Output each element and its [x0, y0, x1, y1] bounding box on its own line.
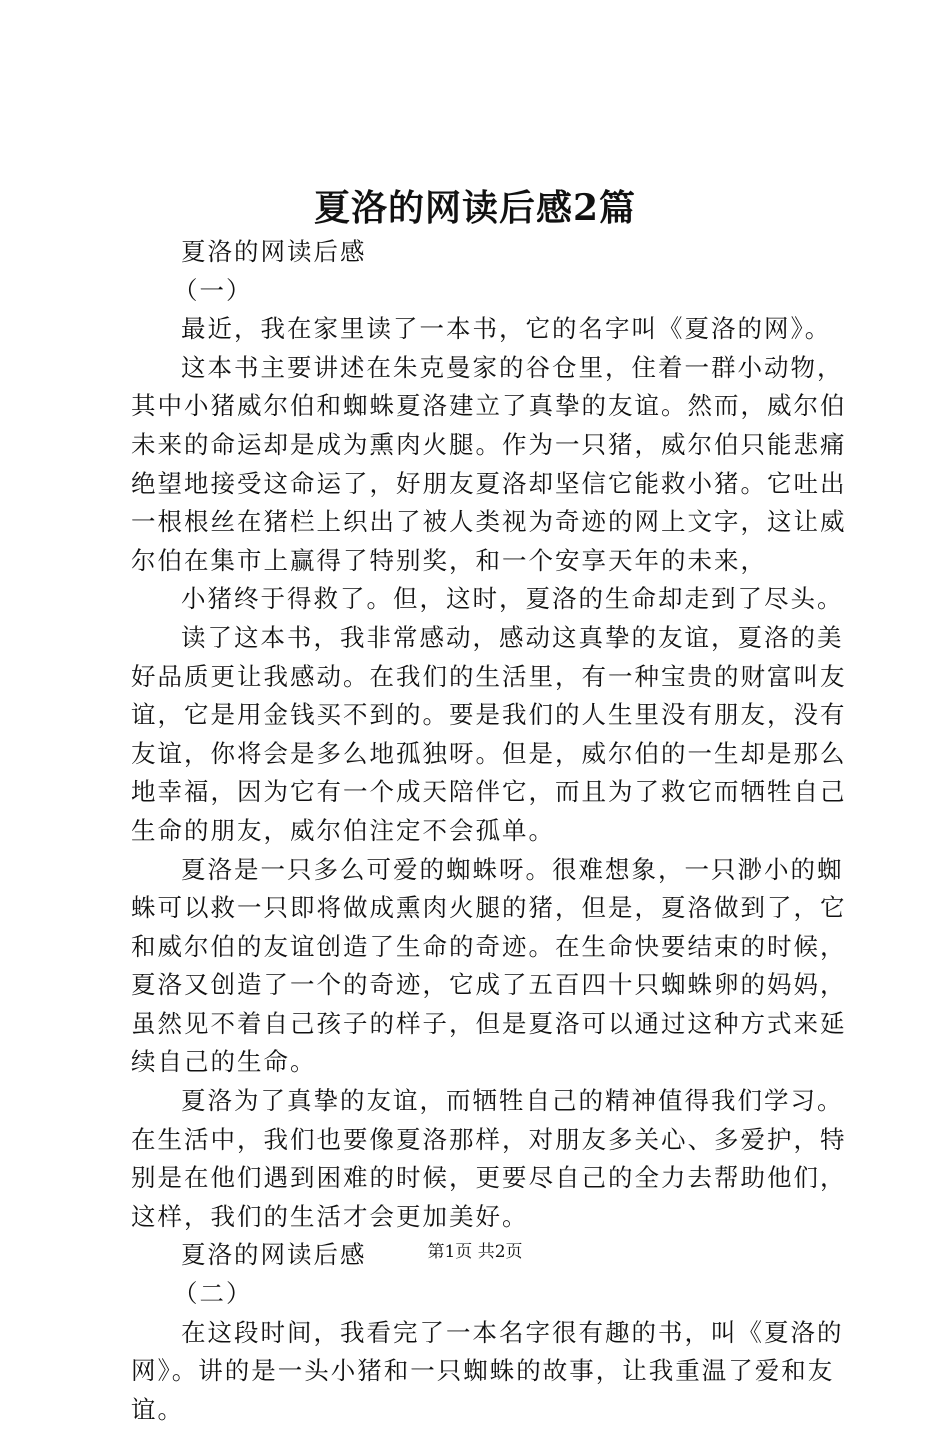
section-heading: 夏洛的网读后感: [181, 237, 367, 266]
text-line: 蛛可以救一只即将做成熏肉火腿的猪，但是，夏洛做到了，它: [131, 893, 847, 923]
text-line: 虽然见不着自己孩子的样子，但是夏洛可以通过这种方式来延: [131, 1008, 847, 1038]
text-line: 小猪终于得救了。但，这时，夏洛的生命却走到了尽头。: [181, 584, 844, 614]
text-line: 谊，它是用金钱买不到的。要是我们的人生里没有朋友，没有: [131, 700, 847, 730]
text-line: 夏洛为了真挚的友谊，而牺牲自己的精神值得我们学习。: [181, 1086, 844, 1116]
text-line: 未来的命运却是成为熏肉火腿。作为一只猪，威尔伯只能悲痛: [131, 429, 847, 459]
text-line: 别是在他们遇到困难的时候，更要尽自己的全力去帮助他们，: [131, 1163, 847, 1193]
text-line: 这样，我们的生活才会更加美好。: [131, 1201, 529, 1231]
text-line: 其中小猪威尔伯和蜘蛛夏洛建立了真挚的友谊。然而，威尔伯: [131, 391, 847, 421]
text-line: 夏洛又创造了一个的奇迹，它成了五百四十只蜘蛛卵的妈妈，: [131, 970, 847, 1000]
text-line: 地幸福，因为它有一个成天陪伴它，而且为了救它而牺牲自己: [131, 777, 847, 807]
text-line: 一根根丝在猪栏上织出了被人类视为奇迹的网上文字，这让威: [131, 507, 847, 537]
text-line: 在生活中，我们也要像夏洛那样，对朋友多关心、多爱护，特: [131, 1124, 847, 1154]
text-line: 尔伯在集市上赢得了特别奖，和一个安享天年的未来，: [131, 545, 767, 575]
page-footer: 第1页 共2页: [427, 1242, 523, 1262]
text-line: 续自己的生命。: [131, 1047, 317, 1077]
section-number: （二）: [173, 1279, 253, 1309]
section-heading: 夏洛的网读后感: [181, 1240, 367, 1270]
text-line: 网》。讲的是一头小猪和一只蜘蛛的故事，让我重温了爱和友: [131, 1356, 835, 1386]
text-line: 这本书主要讲述在朱克曼家的谷仓里，住着一群小动物，: [181, 352, 844, 382]
text-line: 读了这本书，我非常感动，感动这真挚的友谊，夏洛的美: [181, 622, 844, 652]
text-line: 好品质更让我感动。在我们的生活里，有一种宝贵的财富叫友: [131, 661, 847, 691]
text-line: 和威尔伯的友谊创造了生命的奇迹。在生命快要结束的时候，: [131, 931, 847, 961]
text-line: 友谊，你将会是多么地孤独呀。但是，威尔伯的一生却是那么: [131, 738, 847, 768]
text-line: 最近，我在家里读了一本书，它的名字叫《夏洛的网》。: [181, 314, 832, 344]
text-line: 谊。: [131, 1394, 184, 1424]
text-line: 生命的朋友，威尔伯注定不会孤单。: [131, 815, 555, 845]
section-number: （一）: [173, 275, 253, 305]
text-line: 夏洛是一只多么可爱的蜘蛛呀。很难想象，一只渺小的蜘: [181, 854, 844, 884]
text-line: 在这段时间，我看完了一本名字很有趣的书，叫《夏洛的: [181, 1317, 844, 1347]
document-title: 夏洛的网读后感2篇: [313, 187, 637, 229]
text-line: 绝望地接受这命运了，好朋友夏洛却坚信它能救小猪。它吐出: [131, 468, 847, 498]
